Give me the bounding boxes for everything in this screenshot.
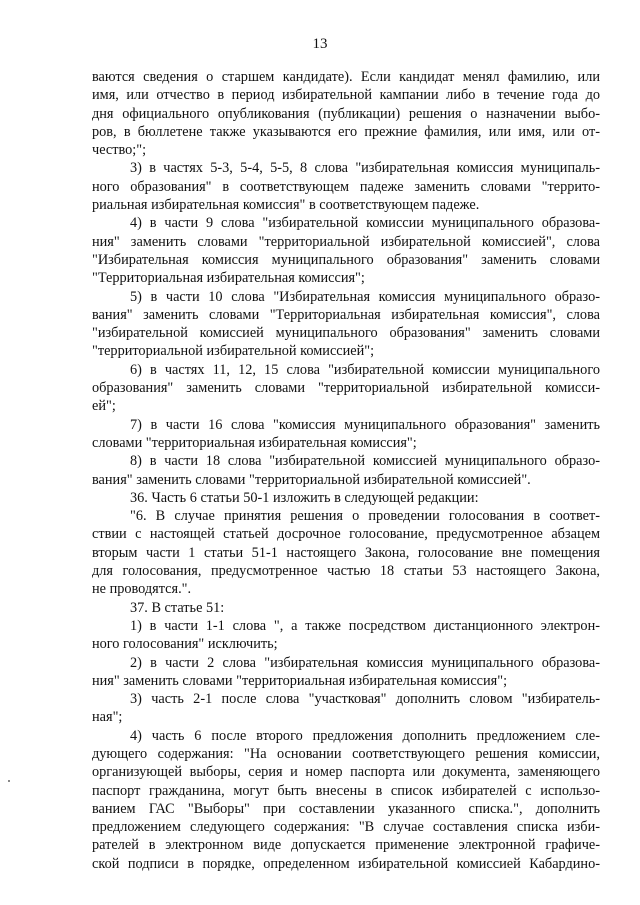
- text-line: 5) в части 10 слова "Избирательная комиссия муниципального образо-: [130, 288, 600, 305]
- text-line: для голосования, предусмотренное частью 18 статьи 53 настоящего Закона,: [92, 563, 600, 580]
- text-line: дня официального опубликования (публикации) решения о назначении выбо-: [92, 105, 600, 122]
- text-line: ванием ГАС "Выборы" при составлении указанного списка.", дополнить: [92, 800, 600, 817]
- text-line: имя, или отчество в период избирательной кампании либо в течение года до: [92, 87, 600, 104]
- text-line: ния" заменить словами "территориальной избирательной комиссией", слова: [92, 233, 600, 250]
- text-line: ния" заменить словами "территориальная избирательная комиссия";: [92, 672, 508, 689]
- text-line: организующей выборы, серия и номер паспорта или документа, заменяющего: [92, 764, 600, 781]
- text-line: вания" заменить словами "территориальной избирательной комиссией".: [92, 471, 531, 488]
- text-line: 3) в частях 5-3, 5-4, 5-5, 8 слова "избирательная комиссия муниципаль-: [130, 160, 600, 177]
- scan-speck: [8, 780, 10, 782]
- page-number: 13: [312, 36, 328, 52]
- text-line: образования" заменить словами "территориальной избирательной комисси-: [92, 380, 600, 397]
- text-line: ской подписи в порядке, определенном избирательной комиссией Кабардино-: [92, 855, 600, 872]
- text-line: 1) в части 1-1 слова ", а также посредством дистанционного электрон-: [130, 617, 600, 634]
- text-line: ная";: [92, 709, 123, 726]
- text-line: 36. Часть 6 статьи 50-1 изложить в следующей редакции:: [130, 489, 479, 506]
- text-line: рателей в электронном виде допускается применение электронной графиче-: [92, 837, 600, 854]
- text-line: дующего содержания: "На основании соответствующего решения комиссии,: [92, 745, 600, 762]
- document-body: [92, 68, 600, 873]
- text-line: "территориальной избирательной комиссией";: [92, 343, 375, 360]
- text-line: 7) в части 16 слова "комиссия муниципального образования" заменить: [130, 416, 600, 433]
- text-line: вторым части 1 статьи 51-1 настоящего Закона, голосование вне помещения: [92, 544, 600, 561]
- text-line: 2) в части 2 слова "избирательная комиссия муниципального образова-: [130, 654, 600, 671]
- text-line: ваются сведения о старшем кандидате). Если кандидат менял фамилию, или: [92, 69, 600, 85]
- text-line: чество;";: [92, 142, 147, 159]
- text-line: риальная избирательная комиссия" в соответствующем падеже.: [92, 197, 480, 214]
- text-line: "Территориальная избирательная комиссия";: [92, 270, 365, 287]
- text-line: ного образования" в соответствующем падеже заменить словами "террито-: [92, 178, 600, 195]
- text-line: паспорт гражданина, могут быть внесены в список избирателей с использо-: [92, 782, 600, 799]
- text-line: предложением следующего содержания: "В случае составления списка изби-: [92, 819, 600, 836]
- text-line: 6) в частях 11, 12, 15 слова "избирательной комиссии муниципального: [130, 361, 600, 378]
- text-line: 4) в части 9 слова "избирательной комиссии муниципального образова-: [130, 215, 600, 232]
- text-line: 37. В статье 51:: [130, 599, 225, 616]
- text-line: словами "территориальная избирательная комиссия";: [92, 434, 417, 451]
- text-line: ей";: [92, 398, 116, 415]
- text-line: ного голосования" исключить;: [92, 636, 278, 653]
- text-line: вания" заменить словами "Территориальная избирательная комиссия", слова: [92, 306, 600, 323]
- text-line: "6. В случае принятия решения о проведении голосования в соответ-: [130, 508, 600, 525]
- text-line: ствии с настоящей статьей досрочное голосование, предусмотренное абзацем: [92, 526, 600, 543]
- text-line: не проводятся.".: [92, 581, 192, 598]
- text-line: 3) часть 2-1 после слова "участковая" дополнить словом "избиратель-: [130, 691, 600, 708]
- text-line: 4) часть 6 после второго предложения дополнить предложением сле-: [130, 727, 600, 744]
- text-line: 8) в части 18 слова "избирательной комиссией муниципального образо-: [130, 453, 600, 470]
- text-line: "избирательной комиссией муниципального образования" заменить словами: [92, 325, 600, 342]
- text-line: "Избирательная комиссия муниципального образования" заменить словами: [92, 251, 600, 268]
- text-line: ров, в бюллетене также указываются его прежние фамилия, или имя, или от-: [92, 123, 600, 140]
